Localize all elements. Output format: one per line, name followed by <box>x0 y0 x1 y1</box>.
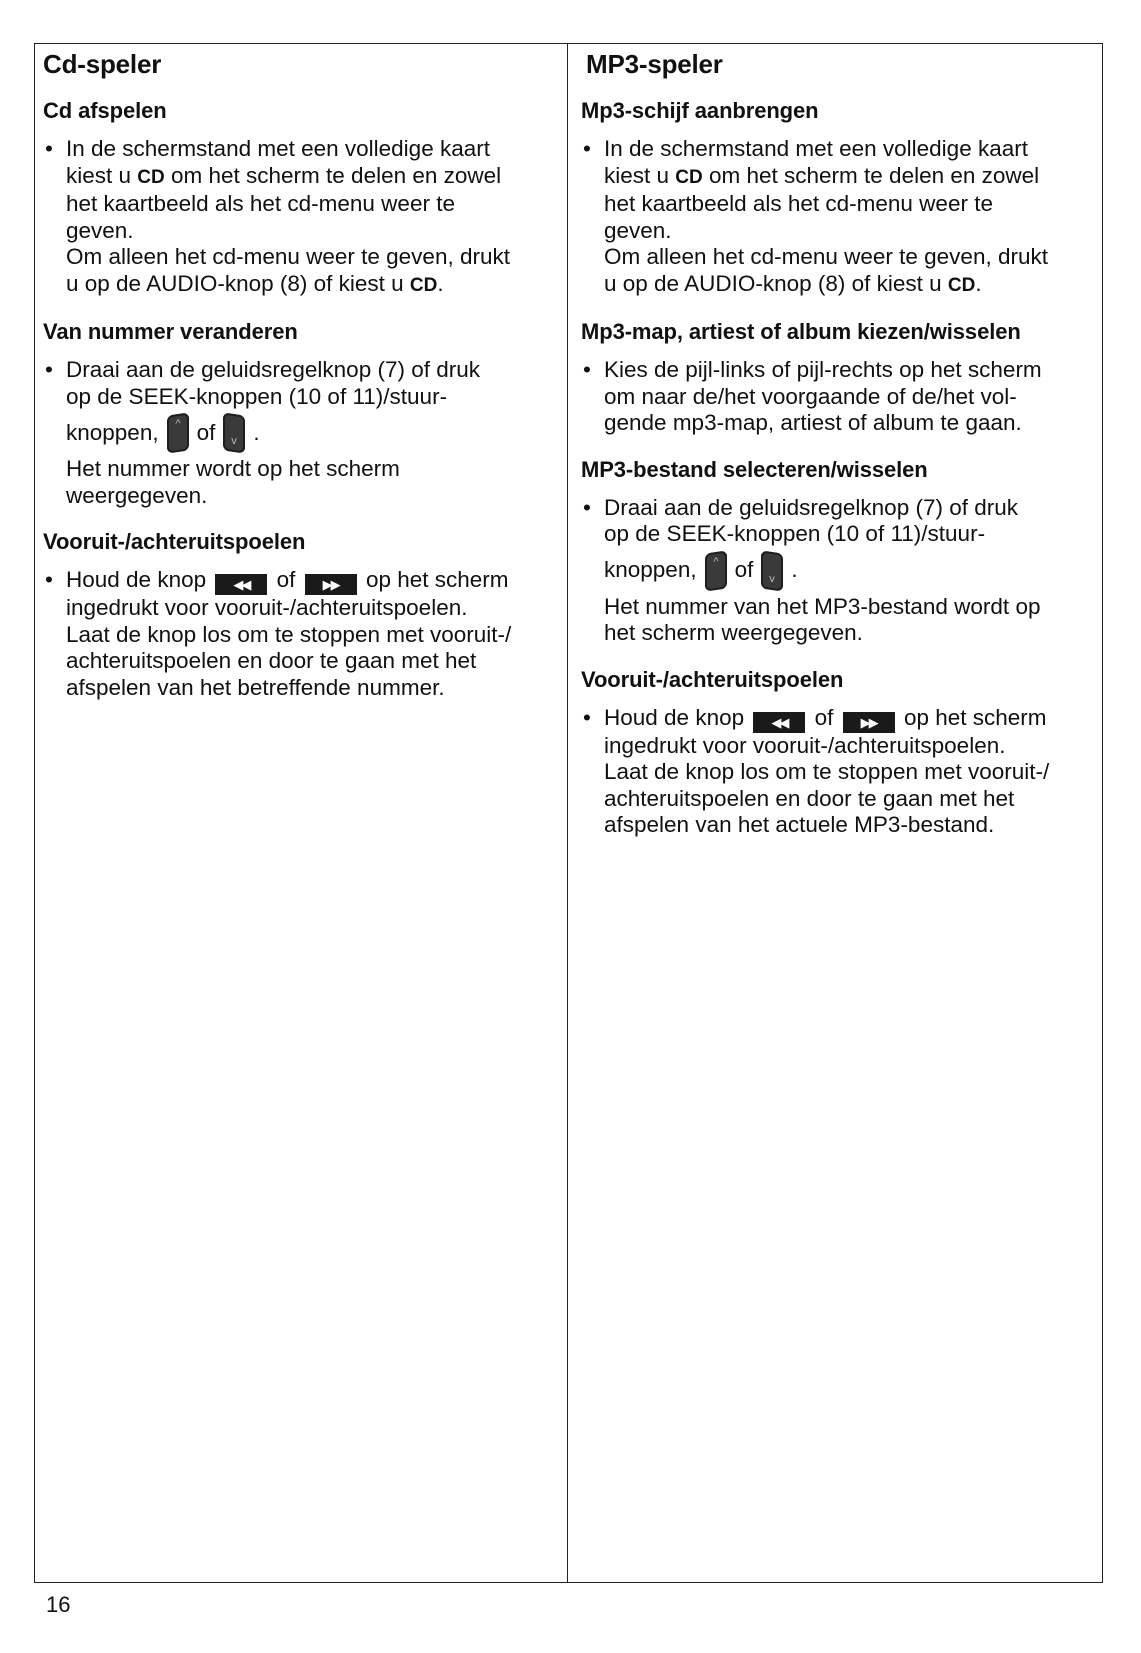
text-span: of <box>734 557 754 583</box>
text-span: . <box>437 270 444 296</box>
text-span: . <box>791 557 798 583</box>
text-span: knoppen, <box>604 557 697 583</box>
rocker-down-icon <box>761 550 783 591</box>
heading-vooruit-achteruitspoelen-mp3: Vooruit-/achteruitspoelen <box>581 666 844 692</box>
heading-vooruit-achteruitspoelen: Vooruit-/achteruitspoelen <box>43 529 306 554</box>
list-item-nummer-veranderen <box>43 357 561 509</box>
text-line <box>604 163 1099 192</box>
list-item-mp3-map <box>581 357 1099 437</box>
fast-forward-button-icon: ▶▶ <box>305 574 357 595</box>
cd-key-label: CD <box>137 166 165 188</box>
up-glyph: ^ <box>175 417 181 431</box>
heading-mp3-map-kiezen: Mp3-map, artiest of album kiezen/wisselen <box>581 319 1021 344</box>
bullet-icon: • <box>583 494 591 520</box>
text-line: Het nummer wordt op het scherm <box>66 456 400 481</box>
text-line: Het nummer van het MP3-bestand wordt op <box>604 593 1041 619</box>
text-span: op het scherm <box>365 567 509 592</box>
text-line: achteruitspoelen en door te gaan met het <box>604 785 1015 811</box>
section-title-mp3-player: MP3-speler <box>586 49 723 79</box>
list-item-spoelen-mp3 <box>581 705 1099 839</box>
text-line: Laat de knop los om te stoppen met vooruit-/ <box>604 759 1050 784</box>
text-line: In de schermstand met een volledige kaart <box>66 136 490 161</box>
text-line: Draai aan de geluidsregelknop (7) of druk <box>66 357 480 382</box>
text-span: of <box>196 419 216 445</box>
text-line: het scherm weergegeven. <box>604 620 863 645</box>
list-item-mp3-schijf <box>581 136 1099 299</box>
heading-mp3-schijf-aanbrengen: Mp3-schijf aanbrengen <box>581 98 819 123</box>
bullet-icon: • <box>583 357 591 382</box>
text-line: Om alleen het cd-menu weer te geven, drukt <box>604 244 1048 269</box>
bullet-icon: • <box>583 704 591 730</box>
page-frame <box>34 43 1103 1583</box>
heading-cd-afspelen: Cd afspelen <box>43 98 167 123</box>
text-line: Kies de pijl-links of pijl-rechts op het scherm <box>604 357 1042 382</box>
down-glyph: v <box>231 434 238 448</box>
text-span: kiest u <box>604 162 676 188</box>
text-span: . <box>975 270 982 296</box>
rocker-line <box>604 548 1099 594</box>
cd-key-label: CD <box>947 274 976 296</box>
heading-van-nummer-veranderen: Van nummer veranderen <box>43 319 298 344</box>
text-line: het kaartbeeld als het cd-menu weer te <box>604 191 993 216</box>
text-span: kiest u <box>66 162 138 188</box>
down-glyph: v <box>769 572 776 585</box>
text-span: of <box>814 704 834 730</box>
text-line: achteruitspoelen en door te gaan met het <box>66 648 477 673</box>
text-line <box>66 163 561 192</box>
bullet-icon: • <box>583 136 591 161</box>
bullet-icon: • <box>45 357 53 382</box>
text-line: ingedrukt voor vooruit-/achteruitspoelen. <box>66 595 468 620</box>
list-item-cd-afspelen <box>43 136 561 299</box>
text-span: knoppen, <box>66 419 159 445</box>
text-line: In de schermstand met een volledige kaart <box>604 136 1028 161</box>
text-line: afspelen van het betreffende nummer. <box>66 674 445 700</box>
text-line: geven. <box>66 217 134 243</box>
rocker-up-icon <box>167 412 189 453</box>
bullet-icon: • <box>45 136 53 161</box>
heading-mp3-bestand-selecteren: MP3-bestand selecteren/wisselen <box>581 456 928 482</box>
column-divider <box>567 44 568 1582</box>
text-span: Houd de knop <box>66 567 207 592</box>
rocker-up-icon <box>705 550 727 591</box>
text-span: Houd de knop <box>604 704 745 730</box>
cd-key-label: CD <box>409 274 438 296</box>
text-line: om naar de/het voorgaande of de/het vol- <box>604 383 1017 409</box>
text-line <box>66 567 561 595</box>
text-line: ingedrukt voor vooruit-/achteruitspoelen. <box>604 732 1006 758</box>
rocker-down-icon <box>223 412 245 453</box>
text-line: Om alleen het cd-menu weer te geven, drukt <box>66 244 510 269</box>
text-line: Draai aan de geluidsregelknop (7) of druk <box>604 494 1018 520</box>
up-glyph: ^ <box>713 555 719 568</box>
text-span: u op de AUDIO-knop (8) of kiest u <box>604 270 948 296</box>
cd-player-column <box>43 44 561 1582</box>
text-line <box>604 705 1099 733</box>
text-line: het kaartbeeld als het cd-menu weer te <box>66 191 455 216</box>
text-span: u op de AUDIO-knop (8) of kiest u <box>66 270 410 296</box>
list-item-mp3-bestand <box>581 495 1099 647</box>
text-line: Laat de knop los om te stoppen met vooruit-/ <box>66 621 512 647</box>
text-line: weergegeven. <box>66 482 208 508</box>
text-line: afspelen van het actuele MP3-bestand. <box>604 812 995 837</box>
page-number: 16 <box>46 1592 71 1617</box>
rewind-button-icon: ◀◀ <box>753 712 805 733</box>
text-line: geven. <box>604 217 672 243</box>
text-line: op de SEEK-knoppen (10 of 11)/stuur- <box>604 521 986 546</box>
text-span: om het scherm te delen en zowel <box>702 162 1040 188</box>
text-span: om het scherm te delen en zowel <box>164 162 502 188</box>
rocker-line <box>66 410 561 456</box>
text-line: gende mp3-map, artiest of album te gaan. <box>604 410 1022 435</box>
text-line <box>604 271 1099 300</box>
fast-forward-button-icon: ▶▶ <box>843 712 895 733</box>
mp3-player-column <box>581 44 1099 1582</box>
bullet-icon: • <box>45 567 53 592</box>
list-item-spoelen <box>43 567 561 701</box>
text-span: . <box>253 419 260 445</box>
cd-key-label: CD <box>675 166 703 188</box>
text-span: op het scherm <box>903 704 1047 730</box>
text-line <box>66 271 561 300</box>
text-line: op de SEEK-knoppen (10 of 11)/stuur- <box>66 383 448 409</box>
rewind-button-icon: ◀◀ <box>215 574 267 595</box>
section-title-cd-player: Cd-speler <box>43 49 162 79</box>
text-span: of <box>276 567 296 592</box>
